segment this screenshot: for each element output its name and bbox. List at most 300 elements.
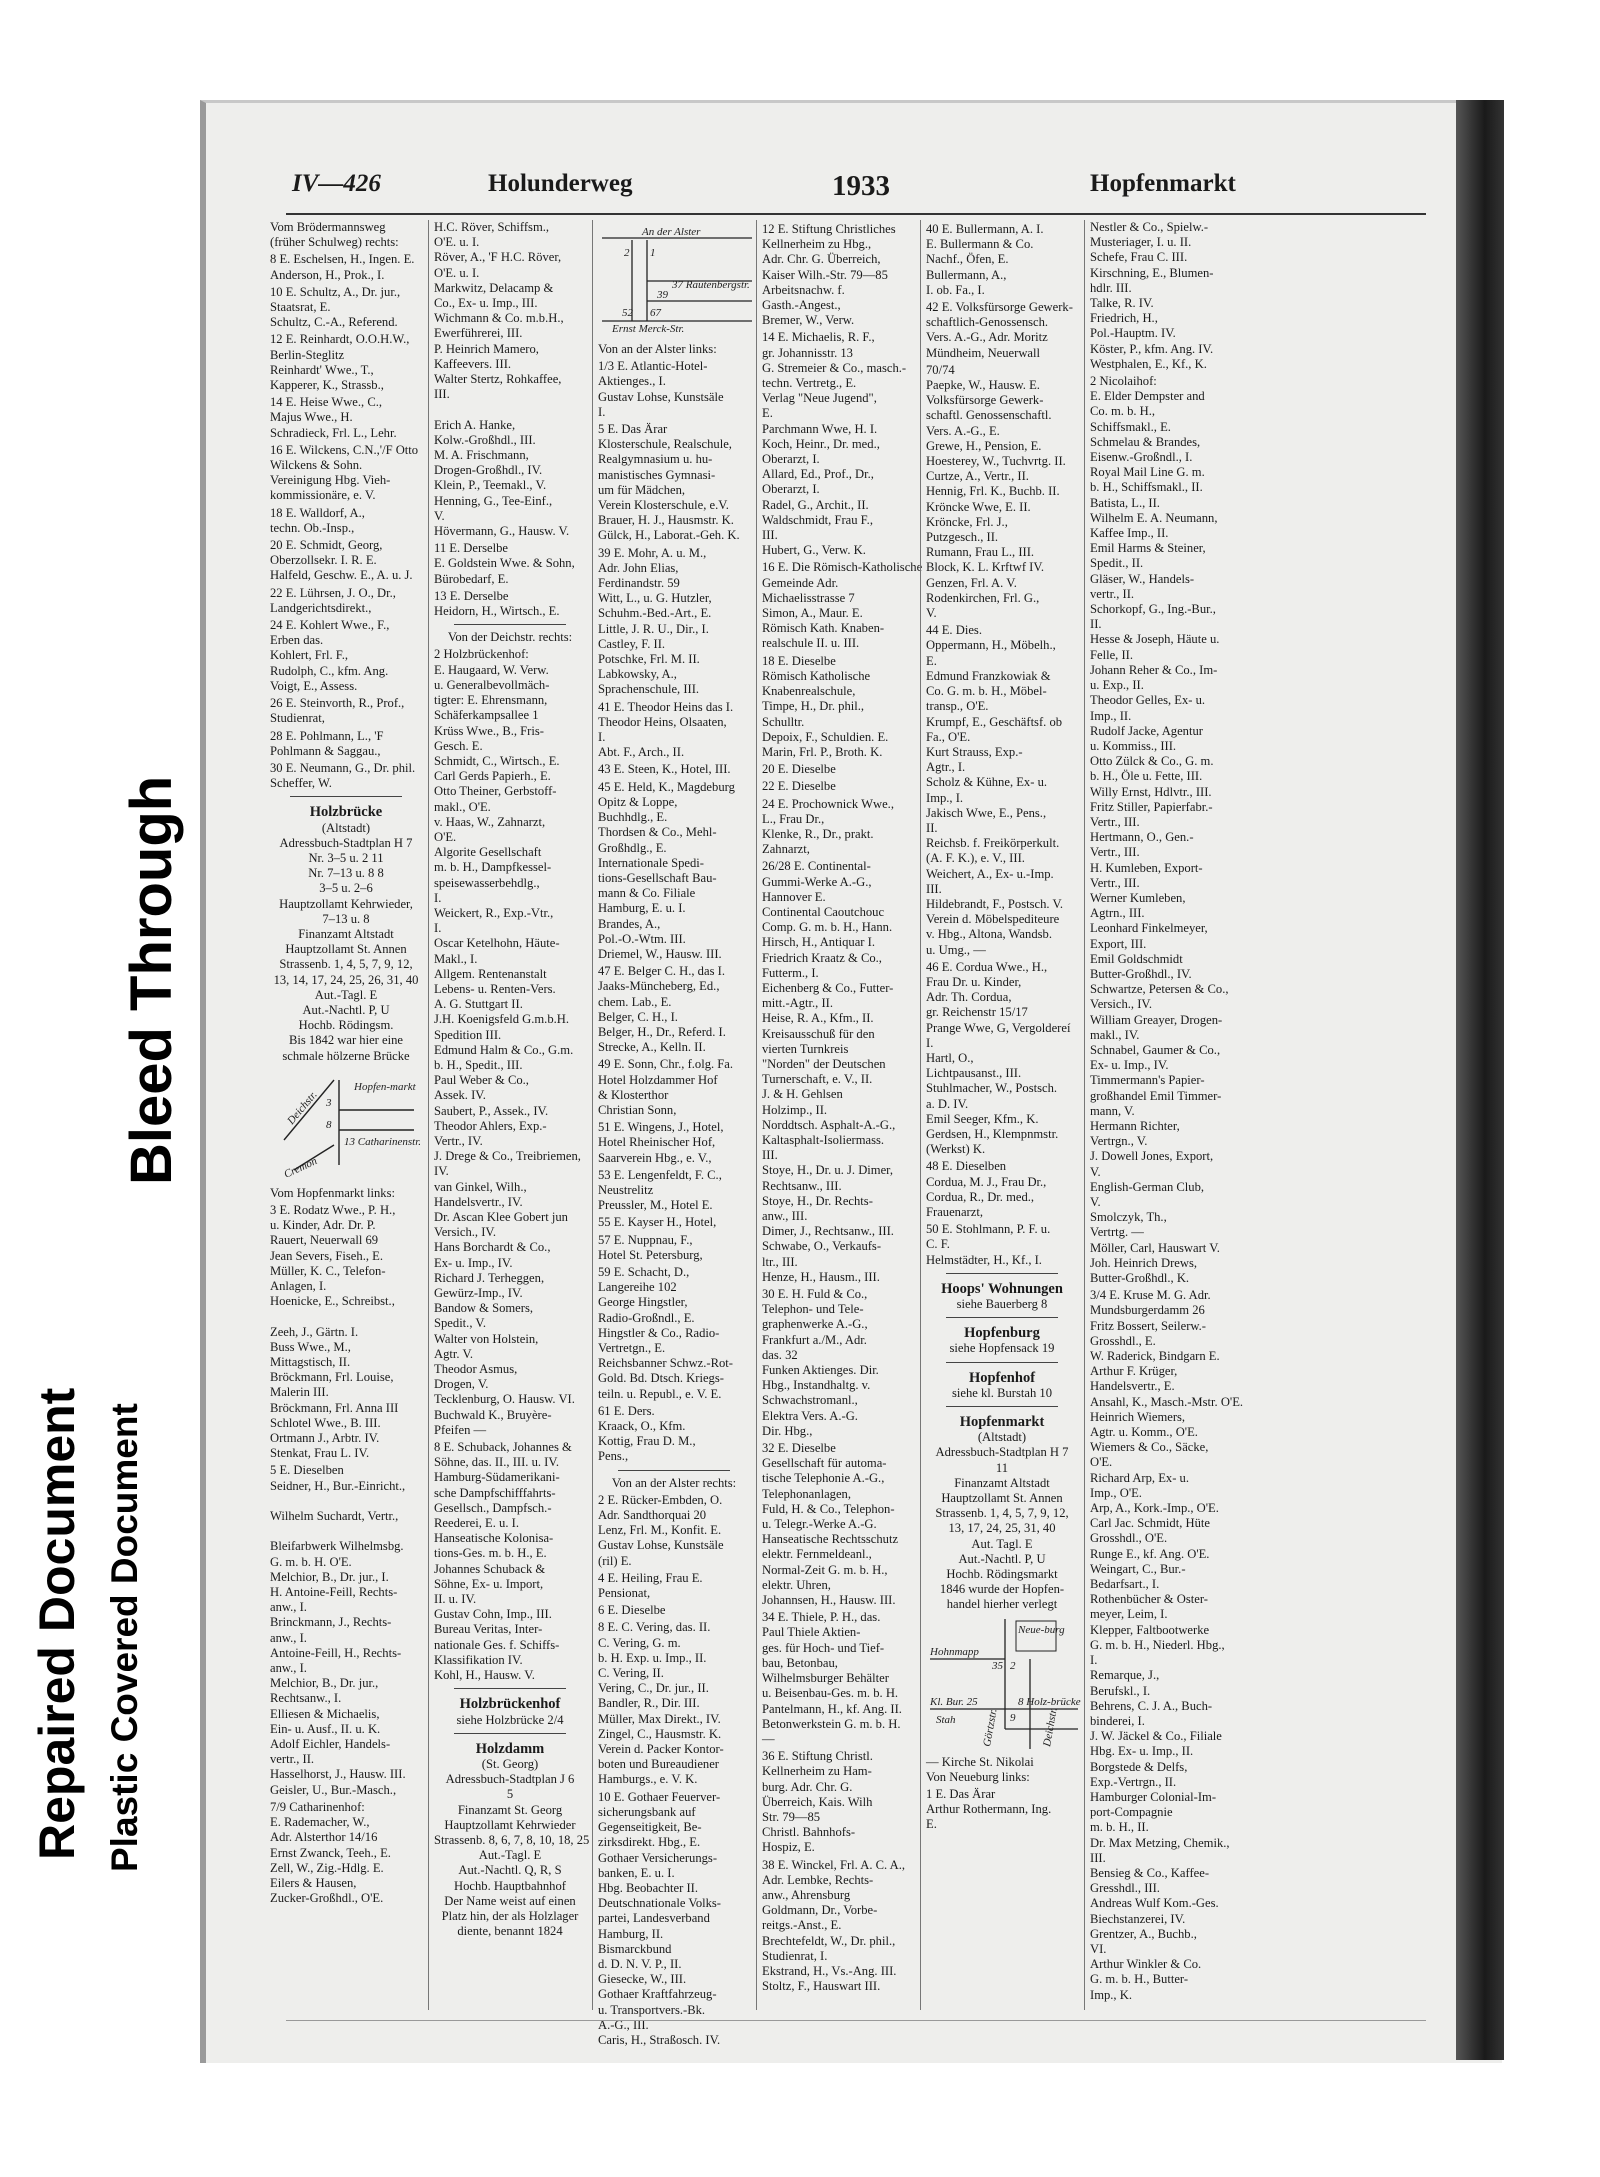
directory-entry-line: 40 E. Bullermann, A. I. — [926, 222, 1044, 236]
section-heading-hopfenmarkt: Hopfenmarkt — [959, 1414, 1045, 1431]
directory-entry-line: burg. Adr. Chr. G. — [762, 1779, 853, 1794]
section-subheading: (Altstadt) — [321, 820, 371, 835]
col1-info — [270, 836, 422, 1064]
directory-entry-line: Heidorn, H., Wirtsch., E. — [434, 604, 560, 619]
directory-entry-line: Emil Goldschmidt — [1090, 951, 1183, 966]
directory-entry-line: Prange Wwe, G, Vergoldereí — [926, 1020, 1071, 1035]
directory-entry-line: 2 E. Rücker-Embden, O. — [598, 1492, 723, 1507]
directory-entry-line: Carl Jac. Schmidt, Hüte — [1090, 1516, 1210, 1531]
directory-entry-line: Pensionat, — [598, 1586, 651, 1601]
info-line: Der Name weist auf einen — [444, 1893, 576, 1908]
directory-entry-line: 10 E. Schultz, A., Dr. jur., — [270, 284, 401, 299]
directory-entry-line: vierten Turnkreis — [762, 1041, 849, 1056]
column-3 — [598, 220, 750, 2047]
directory-entry-line: Schultz, C.-A., Referend. — [270, 315, 398, 330]
directory-entry-line: Neustrelitz — [598, 1182, 654, 1197]
info-line: 3–5 u. 2–6 — [319, 881, 373, 896]
directory-entry-line: Schiffsmakl., E. — [1090, 419, 1171, 434]
directory-entry-line: Normal-Zeit G. m. b. H., — [762, 1562, 888, 1577]
directory-entry-line: III. — [434, 387, 450, 402]
directory-entry-line: I. — [1090, 1653, 1098, 1668]
directory-entry-line: Hamburg-Südamerikani- — [434, 1470, 560, 1485]
directory-entry-line: 46 E. Cordua Wwe., H., — [926, 959, 1048, 974]
directory-entry-line: Christian Sonn, — [598, 1102, 677, 1117]
directory-entry-line: Schradieck, Frl. L., Lehr. — [270, 425, 397, 440]
directory-entry-line: Dr. Ascan Klee Gobert jun — [434, 1210, 568, 1224]
directory-entry-line: Remarque, J., — [1090, 1668, 1160, 1683]
directory-entry-line: Arthur Winkler & Co. — [1090, 1957, 1202, 1972]
directory-entry-line: Berufskl., I. — [1090, 1683, 1151, 1698]
directory-entry-line: E. Haugaard, W. Verw. — [434, 662, 549, 677]
directory-entry-line: 20 E. Dieselbe — [762, 762, 836, 777]
directory-entry-line: Kröncke, Frl. J., — [926, 514, 1008, 529]
directory-entry-line: E. Goldstein Wwe. & Sohn, — [434, 556, 575, 571]
directory-entry-line: 3/4 E. Kruse M. G. Adr. — [1090, 1288, 1211, 1303]
directory-entry-line: u. Exp., II. — [1090, 678, 1144, 693]
directory-entry-line: Genzen, Frl. A. V. — [926, 575, 1017, 590]
directory-entry-line: 8 E. Eschelsen, H., Ingen. E. — [270, 252, 415, 267]
directory-entry-line: Erich A. Hanke, — [434, 417, 516, 432]
info-line: Aut.-Tagl. E — [478, 1848, 542, 1863]
directory-entry-line: Gesellschaft für automa- — [762, 1456, 887, 1471]
directory-entry-line: Ex- u. Imp., IV. — [1090, 1058, 1169, 1073]
directory-entry-line: 12 E. Reinhardt, O.O.H.W., — [270, 332, 410, 347]
directory-entry-line: gr. Reichenstr 15/17 — [926, 1005, 1028, 1020]
directory-entry-line: Friedrich, H., — [1090, 311, 1158, 326]
directory-entry-line: manistisches Gymnasi- — [598, 467, 716, 482]
directory-entry-line: Aktienges., I. — [598, 374, 666, 389]
directory-entry-line: Vertr., III. — [1090, 814, 1140, 829]
directory-entry-line: Weickert, R., Exp.-Vtr., — [434, 905, 554, 920]
info-line: Bis 1842 war hier eine — [288, 1033, 403, 1048]
directory-entry-line: 2 Holzbrückenhof: — [434, 647, 529, 662]
directory-entry-line: Gustav Cohn, Imp., III. — [434, 1607, 552, 1622]
directory-entry-line: Henning, G., Tee-Einf., — [434, 493, 553, 508]
directory-entry-line: hdlr. III. — [1090, 280, 1132, 295]
column-5 — [926, 220, 1081, 2010]
page-bottom-rule — [286, 2020, 1426, 2021]
directory-entry-line: Nestler & Co., Spielw.- — [1090, 220, 1209, 234]
directory-entry-line: Söhne, Ex- u. Import, — [434, 1576, 544, 1591]
directory-entry-line: Stoltz, F., Hauswart III. — [762, 1979, 881, 1994]
directory-entry-line: Strecke, A., Kelln. II. — [598, 1040, 706, 1055]
directory-entry-line: Biechstanzerei, IV. — [1090, 1911, 1186, 1926]
directory-entry-line: Giesecke, W., III. — [598, 1972, 687, 1987]
directory-entry-line: Hbg. Beobachter II. — [598, 1880, 699, 1895]
directory-entry-line: Kohl, H., Hausw. V. — [434, 1668, 535, 1683]
directory-entry-line: 42 E. Volksfürsorge Gewerk- — [926, 300, 1073, 315]
directory-entry-line: Co. G. m. b. H., Möbel- — [926, 684, 1047, 699]
directory-entry-line: Buss Wwe., M., — [270, 1339, 351, 1354]
directory-entry-line: Paepke, W., Hausw. E. — [926, 378, 1040, 393]
directory-entry-line: Grosshdl., E. — [1090, 1333, 1156, 1348]
directory-entry-line: Saarverein Hbg., e. V., — [598, 1150, 712, 1165]
directory-entry-line: Hamburger Colonial-Im- — [1090, 1789, 1217, 1804]
directory-entry-line: Abt. F., Arch., II. — [598, 745, 685, 760]
info-line: Finanzamt Altstadt — [298, 926, 394, 941]
directory-entry-line: speisewasserbehdlg., — [434, 875, 540, 890]
directory-entry-line: Vertr., III. — [1090, 845, 1140, 860]
directory-entry-line: Versich., IV. — [434, 1225, 497, 1240]
directory-entry-line: Co., Ex- u. Imp., III. — [434, 296, 538, 311]
section-heading-hopfenhof: Hopfenhof — [968, 1369, 1036, 1386]
directory-entry-line: Lebens- u. Renten-Vers. — [434, 981, 556, 996]
directory-entry-line: kommissionäre, e. V. — [270, 488, 376, 503]
info-line: Finanzamt St. Georg — [457, 1802, 563, 1817]
directory-entry-line: Turnerschaft, e. V., II. — [762, 1072, 873, 1087]
map-label-deichstr: Deichstr. — [285, 1088, 320, 1127]
directory-entry-line: Gesellsch., Dampfsch.- — [434, 1500, 552, 1515]
directory-entry-line: Gegenseitigkeit, Be- — [598, 1820, 702, 1835]
divider — [290, 796, 402, 797]
directory-entry-line: Internationale Spedi- — [598, 855, 704, 870]
directory-entry-line: III. — [1090, 1850, 1106, 1865]
directory-entry-line: Betonwerkstein G. m. b. H. — [762, 1716, 901, 1731]
directory-entry-line: Lenz, Frl. M., Konfit. E. — [598, 1523, 722, 1538]
directory-entry-line: techn. Ob.-Insp., — [270, 520, 355, 535]
directory-entry-line: Wilckens & Sohn. — [270, 458, 363, 473]
directory-entry-line: Imp., II. — [1090, 708, 1132, 723]
directory-entry-line: Johann Reher & Co., Im- — [1090, 662, 1218, 677]
directory-entry-line: Oberarzt, I. — [762, 482, 820, 497]
directory-entry-line: Melchior, B., Dr. jur., I. — [270, 1569, 389, 1584]
directory-entry-line: 50 E. Stohlmann, P. F. u. — [926, 1222, 1051, 1237]
directory-entry-line: Gülck, H., Laborat.-Geh. K. — [598, 528, 740, 543]
directory-entry-line: G. m. b. H., Niederl. Hbg., — [1090, 1637, 1225, 1652]
directory-entry-line: Bröckmann, Frl. Louise, — [270, 1370, 394, 1385]
directory-entry-line: Johannsen, H., Hausw. III. — [762, 1593, 896, 1608]
directory-entry-line: v. Haas, W., Zahnarzt, — [434, 814, 546, 829]
directory-entry-line: nationale Ges. f. Schiffs- — [434, 1637, 560, 1652]
directory-entry-line: Hövermann, G., Hausw. V. — [434, 524, 570, 539]
directory-entry-line: Brechtefeldt, W., Dr. phil., — [762, 1933, 896, 1948]
direction-note: Von an der Alster rechts: — [611, 1475, 737, 1490]
directory-entry-line: Hoesterey, W., Tuchvrtg. II. — [926, 454, 1066, 469]
directory-entry-line: Hotel St. Petersburg, — [598, 1247, 703, 1262]
directory-entry-line: 53 E. Lengenfeldt, F. C., — [598, 1167, 722, 1182]
directory-entry-line: Oscar Ketelhohn, Häute- — [434, 936, 560, 951]
directory-entry-line: Stenkat, Frau L. IV. — [270, 1446, 370, 1461]
directory-entry-line: 57 E. Nuppnau, F., — [598, 1232, 693, 1247]
directory-entry-line: Willy Ernst, Hdlvtr., III. — [1090, 784, 1212, 799]
map-label-catharinenstr: 13 Catharinenstr. — [344, 1135, 422, 1148]
directory-entry-line: Emil Harms & Steiner, — [1090, 541, 1206, 556]
directory-entry-line: II. — [1090, 617, 1102, 632]
directory-entry-line: Kraack, O., Kfm. — [598, 1419, 686, 1434]
directory-entry-line: I. — [598, 404, 606, 419]
directory-entry-line: Elektra Vers. A.-G. — [762, 1408, 858, 1423]
directory-entry-line: Marin, Frl. P., Broth. K. — [762, 744, 883, 759]
directory-entry-line: Opitz & Loppe, — [598, 794, 678, 809]
info-line: Hochb. Rödingsmarkt — [946, 1567, 1058, 1582]
directory-entry-line: J. Drege & Co., Treibriemen, — [434, 1149, 581, 1164]
directory-entry-line: Melchior, B., Dr. jur., — [270, 1676, 379, 1691]
directory-entry-line: V. — [1090, 1195, 1101, 1209]
directory-entry-line: G. m. b. H. O'E. — [270, 1554, 352, 1569]
directory-entry-line: Belger, H., Dr., Referd. I. — [598, 1024, 726, 1039]
directory-entry-line: Hamburg, II. — [598, 1926, 664, 1941]
directory-entry-line: techn. Vertretg., E. — [762, 376, 857, 391]
directory-entry-line: 24 E. Kohlert Wwe., F., — [270, 618, 390, 633]
directory-entry-line: sicherungsbank auf — [598, 1804, 696, 1819]
directory-entry-line: Scholz & Kühne, Ex- u. — [926, 775, 1048, 790]
directory-entry-line: Halfeld, Geschw. E., A. u. J. — [270, 568, 413, 583]
directory-entry-line: Vom Hopfenmarkt links: — [270, 1185, 395, 1200]
directory-entry-line: Hubert, G., Verw. K. — [762, 543, 866, 558]
header-rule — [286, 213, 1426, 215]
directory-entry-line: George Hingstler, — [598, 1295, 688, 1310]
directory-entry-line: Borgstede & Delfs, — [1090, 1759, 1188, 1774]
map-label-hopfenmarkt: Hopfen-markt — [354, 1080, 416, 1093]
directory-entry-line: Hennig, Frl. K., Buchb. II. — [926, 484, 1060, 499]
info-line: Hauptzollamt Kehrwieder, — [279, 896, 413, 911]
directory-entry-line: Römisch Kath. Knaben- — [762, 621, 885, 636]
directory-entry-line: Ortmann J., Arbtr. IV. — [270, 1431, 380, 1446]
directory-entry-line: Schwabe, O., Verkaufs- — [762, 1239, 882, 1254]
directory-entry-line: 16 E. Wilckens, C.N.,'/F Otto — [270, 442, 419, 457]
section-heading-holzbrueckenhof: Holzbrückenhof — [459, 1696, 561, 1713]
directory-entry-line: u. Kinder, Adr. Dr. P. — [270, 1218, 376, 1233]
directory-entry-line: tions-Gesellschaft Bau- — [598, 870, 717, 885]
directory-entry-line: Dir. Hbg., — [762, 1423, 813, 1438]
directory-entry-line: Gewürz-Imp., IV. — [434, 1286, 523, 1301]
directory-entry-line: Drogen, V. — [434, 1377, 489, 1392]
directory-entry-line: Kellnerheim zu Hbg., — [762, 237, 872, 252]
directory-entry-line: Holzimp., II. — [762, 1102, 828, 1117]
directory-entry-line: anw., Ahrensburg — [762, 1887, 851, 1902]
directory-entry-line: Allgem. Rentenanstalt — [434, 966, 547, 981]
directory-entry-line: Fuld, H. & Co., Telephon- — [762, 1501, 895, 1516]
section-note: siehe Holzbrücke 2/4 — [456, 1712, 564, 1727]
directory-entry-line: das. 32 — [762, 1347, 798, 1362]
directory-entry-line: Friedrich Kraatz & Co., — [762, 950, 882, 965]
directory-entry-line: Exp.-Vertrgn., II. — [1090, 1774, 1177, 1789]
directory-entry-line: Grentzer, A., Buchb., — [1090, 1926, 1197, 1941]
directory-entry-line: Grosshdl., O'E. — [1090, 1531, 1168, 1546]
directory-entry-line: anw., III. — [762, 1209, 808, 1223]
directory-entry-line: Gold. Bd. Dtsch. Kriegs- — [598, 1371, 724, 1386]
map-label-cremon: Cremon — [282, 1154, 320, 1181]
directory-entry-line: 14 E. Heise Wwe., C., — [270, 395, 383, 410]
directory-entry-line: Hospiz, E. — [762, 1840, 815, 1855]
header-street-right: Hopfenmarkt — [1090, 170, 1236, 197]
directory-entry-line: Schorkopf, G., Ing.-Bur., — [1090, 602, 1216, 617]
directory-entry-line: William Greayer, Drogen- — [1090, 1012, 1223, 1027]
directory-entry-line: Hasselhorst, J., Hausw. III. — [270, 1767, 406, 1782]
directory-entry-line: Bremer, W., Verw. — [762, 313, 855, 328]
map-label-1: 1 — [650, 247, 656, 259]
map-label-holzbruecke: 8 Holz-brücke — [1018, 1695, 1081, 1708]
info-line: Hochb. Rödingsm. — [298, 1018, 394, 1033]
map-label-neueburg: Neue-burg — [1018, 1623, 1065, 1636]
directory-entry-line: VI. — [1090, 1941, 1107, 1956]
directory-entry-line: 49 E. Sonn, Chr., f.olg. Fa. — [598, 1057, 734, 1072]
directory-entry-line: Kurt Strauss, Exp.- — [926, 744, 1023, 759]
directory-entry-line: anw., I. — [270, 1661, 307, 1676]
directory-entry-line: Heinrich Wiemers, — [1090, 1409, 1186, 1424]
info-line: Aut. Tagl. E — [971, 1536, 1033, 1551]
directory-entry-line: Agtr., I. — [926, 760, 966, 775]
directory-entry-line: V. — [434, 508, 445, 523]
directory-entry-line: Agtr. u. Komm., O'E. — [1090, 1425, 1198, 1440]
directory-entry-line: Markwitz, Delacamp & — [434, 280, 554, 295]
directory-entry-line: H. Kumleben, Export- — [1090, 860, 1203, 875]
directory-entry-line: I. — [434, 890, 442, 905]
directory-entry-line: Hesse & Joseph, Häute u. — [1090, 632, 1220, 647]
directory-entry-line: vertr., II. — [270, 1752, 315, 1767]
directory-entry-line: III. — [762, 1148, 778, 1163]
info-line: schmale hölzerne Brücke — [282, 1048, 410, 1063]
directory-entry-line: 70/74 — [926, 362, 955, 377]
directory-entry-line: Rechtsanw., III. — [762, 1178, 842, 1193]
directory-entry-line: tische Telephonie A.-G., — [762, 1471, 885, 1486]
directory-entry-line: Depoix, F., Schuldien. E. — [762, 729, 889, 744]
map-label-ernst-merck-str: Ernst Merck-Str. — [612, 323, 685, 335]
map-label-52: 52 — [622, 307, 633, 319]
directory-entry-line: II. u. IV. — [434, 1592, 477, 1607]
directory-entry-line: J. Dowell Jones, Export, — [1090, 1149, 1214, 1164]
directory-entry-line: 39 E. Mohr, A. u. M., — [598, 545, 707, 560]
directory-entry-line: Röver, A., 'F H.C. Röver, — [434, 250, 562, 265]
directory-entry-line: Bandler, R., Dir. III. — [598, 1696, 700, 1711]
directory-entry-line: Hamburg, E. u. I. — [598, 901, 686, 916]
directory-entry-line: Gerdsen, H., Klempnmstr. — [926, 1126, 1059, 1141]
directory-entry-line: chem. Lab., E. — [598, 994, 672, 1009]
directory-entry-line: Bröckmann, Frl. Anna III — [270, 1400, 399, 1415]
directory-entry-line: transp., O'E. — [926, 699, 989, 714]
directory-entry-line: Hbg. Ex- u. Imp., II. — [1090, 1744, 1194, 1759]
directory-entry-line: Block, K. L. Krftwf IV. — [926, 560, 1044, 575]
directory-entry-line: E. Bullermann & Co. — [926, 237, 1034, 252]
directory-entry-line: Talke, R. IV. — [1090, 296, 1154, 311]
directory-entry-line: W. Raderick, Bindgarn E. — [1090, 1349, 1220, 1364]
directory-entry-line: English-German Club, — [1090, 1179, 1205, 1194]
directory-entry-line: C. Vering, II. — [598, 1666, 664, 1681]
directory-entry-line: & Klosterthor — [598, 1087, 669, 1102]
directory-entry-line: 1 E. Das Ärar — [926, 1787, 996, 1802]
map-label-rautenbergstr: 37 Rautenbergstr. — [672, 279, 750, 291]
directory-entry-line: Adr. Chr. G. Überreich, — [762, 252, 881, 267]
hopfenmarkt-street-map — [930, 1619, 1081, 1749]
directory-entry-line: 5 E. Das Ärar — [598, 422, 668, 437]
directory-entry-line: Möller, Carl, Hauswart V. — [1090, 1240, 1220, 1255]
page-number: IV—426 — [292, 170, 381, 197]
directory-entry-line: Berlin-Steglitz — [270, 347, 345, 362]
directory-entry-line: Agtr. V. — [434, 1346, 474, 1361]
directory-entry-line: Vers. A.-G., Adr. Moritz — [926, 330, 1048, 345]
directory-entry-line: u. Kommiss., III. — [1090, 738, 1177, 753]
directory-entry-line: reitgs.-Anst., E. — [762, 1918, 842, 1933]
directory-entry-line: Grewe, H., Pension, E. — [926, 438, 1042, 453]
info-line: Platz hin, der als Holzlager — [441, 1908, 579, 1923]
directory-entry-line: m. b. H., II. — [1090, 1820, 1149, 1835]
directory-entry-line: Timmermann's Papier- — [1090, 1073, 1205, 1088]
info-line: Aut.-Nachtl. P, U — [302, 1002, 390, 1017]
directory-entry-line: Andreas Wulf Kom.-Ges. — [1090, 1896, 1219, 1911]
directory-entry-line: Vertr., III. — [1090, 875, 1140, 890]
directory-entry-line: boten und Bureaudiener — [598, 1757, 719, 1772]
directory-entry-line: Schefe, Frau C. III. — [1090, 250, 1188, 265]
directory-entry-line: Wiemers & Co., Säcke, — [1090, 1440, 1209, 1455]
directory-entry-line: vertr., II. — [1090, 586, 1135, 601]
divider — [946, 1406, 1058, 1407]
directory-entry-line: Otto Zülck & Co., G. m. — [1090, 754, 1214, 769]
directory-entry-line: — — [762, 1731, 775, 1746]
directory-entry-line: Telephon- und Tele- — [762, 1302, 864, 1317]
directory-entry-line: Arbeitsnachw. f. — [762, 282, 845, 297]
directory-entry-line: Algorite Gesellschaft — [434, 845, 542, 860]
directory-entry-line: J. W. Jäckel & Co., Filiale — [1090, 1729, 1222, 1744]
directory-entry-line: Kolw.-Großhdl., III. — [434, 432, 536, 447]
info-line: Hochb. Hauptbahnhof — [454, 1878, 566, 1893]
map-label-39: 39 — [657, 289, 668, 301]
directory-entry-line: Bleifarbwerk Wilhelmsbg. — [270, 1539, 404, 1554]
directory-entry-line: Spedit., II. — [1090, 556, 1144, 571]
directory-entry-line: Verein d. Möbelspediteure — [926, 912, 1060, 927]
directory-entry-line: Müller, Max Direkt., IV. — [598, 1711, 721, 1726]
map-label-an-der-alster: An der Alster — [642, 226, 701, 238]
directory-entry-line: Paul Weber & Co., — [434, 1073, 529, 1088]
directory-entry-line: 16 E. Die Römisch-Katholische — [762, 560, 923, 575]
directory-entry-line: Hanseatische Kolonisa- — [434, 1531, 554, 1546]
directory-entry-line: Frau Dr. u. Kinder, — [926, 974, 1022, 989]
directory-entry-line: makl., O'E. — [434, 799, 491, 814]
column-separator — [592, 220, 593, 2010]
directory-entry-line: Kreisausschuß für den — [762, 1026, 875, 1041]
directory-entry-line: Royal Mail Line G. m. — [1090, 465, 1205, 480]
info-line: diente, benannt 1824 — [457, 1924, 563, 1939]
info-line: Adressbuch-Stadtplan H 7 — [935, 1445, 1069, 1460]
directory-entry-line: Mundsburgerdamm 26 — [1090, 1303, 1205, 1318]
directory-entry-line: Bismarckbund — [598, 1941, 672, 1956]
directory-entry-line: Helmstädter, H., Kf., I. — [926, 1252, 1042, 1267]
directory-entry-line: J. & H. Gehlsen — [762, 1087, 843, 1102]
directory-entry-line: Ewerführerei, III. — [434, 326, 523, 341]
directory-entry-line: Henze, H., Hausm., III. — [762, 1269, 880, 1284]
directory-entry-line: 30 E. H. Fuld & Co., — [762, 1287, 868, 1302]
directory-entry-line: Pol.-O.-Wtm. III. — [598, 931, 686, 946]
col5-info — [926, 1445, 1078, 1612]
directory-entry-line: (ril) E. — [598, 1553, 632, 1568]
info-line: Finanzamt Altstadt — [954, 1475, 1050, 1490]
directory-entry-line: O'E. — [1090, 1455, 1113, 1470]
directory-entry-line: Adr. Alsterthor 14/16 — [270, 1830, 378, 1845]
directory-entry-line: meyer, Leim, I. — [1090, 1607, 1168, 1622]
directory-entry-line: Rumann, Frau L., III. — [926, 545, 1035, 560]
directory-entry-line: I. ob. Fa., I. — [926, 282, 985, 297]
info-line: Strassenb. 8, 6, 7, 8, 10, 18, 25 — [434, 1832, 590, 1847]
directory-entry-line: 5 E. Dieselben — [270, 1463, 344, 1478]
directory-entry-line: Bürobedarf, E. — [434, 571, 509, 586]
info-line: Adressbuch-Stadtplan H 7 — [279, 835, 413, 850]
directory-entry-line: Waldschmidt, Frau F., — [762, 512, 873, 527]
directory-entry-line: Thordsen & Co., Mehl- — [598, 825, 717, 840]
directory-entry-line: Scheffer, W. — [270, 776, 332, 791]
column-2 — [434, 220, 590, 2010]
directory-entry-line: Koch, Heinr., Dr. med., — [762, 436, 880, 451]
info-line: Hauptzollamt Kehrwieder — [444, 1817, 576, 1832]
directory-entry-line: b. H., Spedit., III. — [434, 1057, 523, 1072]
directory-entry-line: Stoye, H., Dr. Rechts- — [762, 1193, 873, 1208]
directory-entry-line: Stoye, H., Dr. u. J. Dimer, — [762, 1163, 894, 1178]
directory-entry-line: Rechtsanw., I. — [270, 1691, 342, 1706]
col3-entries-2 — [598, 1493, 750, 2048]
section-heading-hopfenburg: Hopfenburg — [964, 1325, 1040, 1342]
directory-entry-line: Makl., I. — [434, 951, 478, 966]
directory-entry-line: Heise, R. A., Kfm., II. — [762, 1011, 874, 1026]
section-heading-holzdamm: Holzdamm — [475, 1740, 545, 1757]
directory-entry-line: u. Telegr.-Werke A.-G. — [762, 1517, 877, 1532]
